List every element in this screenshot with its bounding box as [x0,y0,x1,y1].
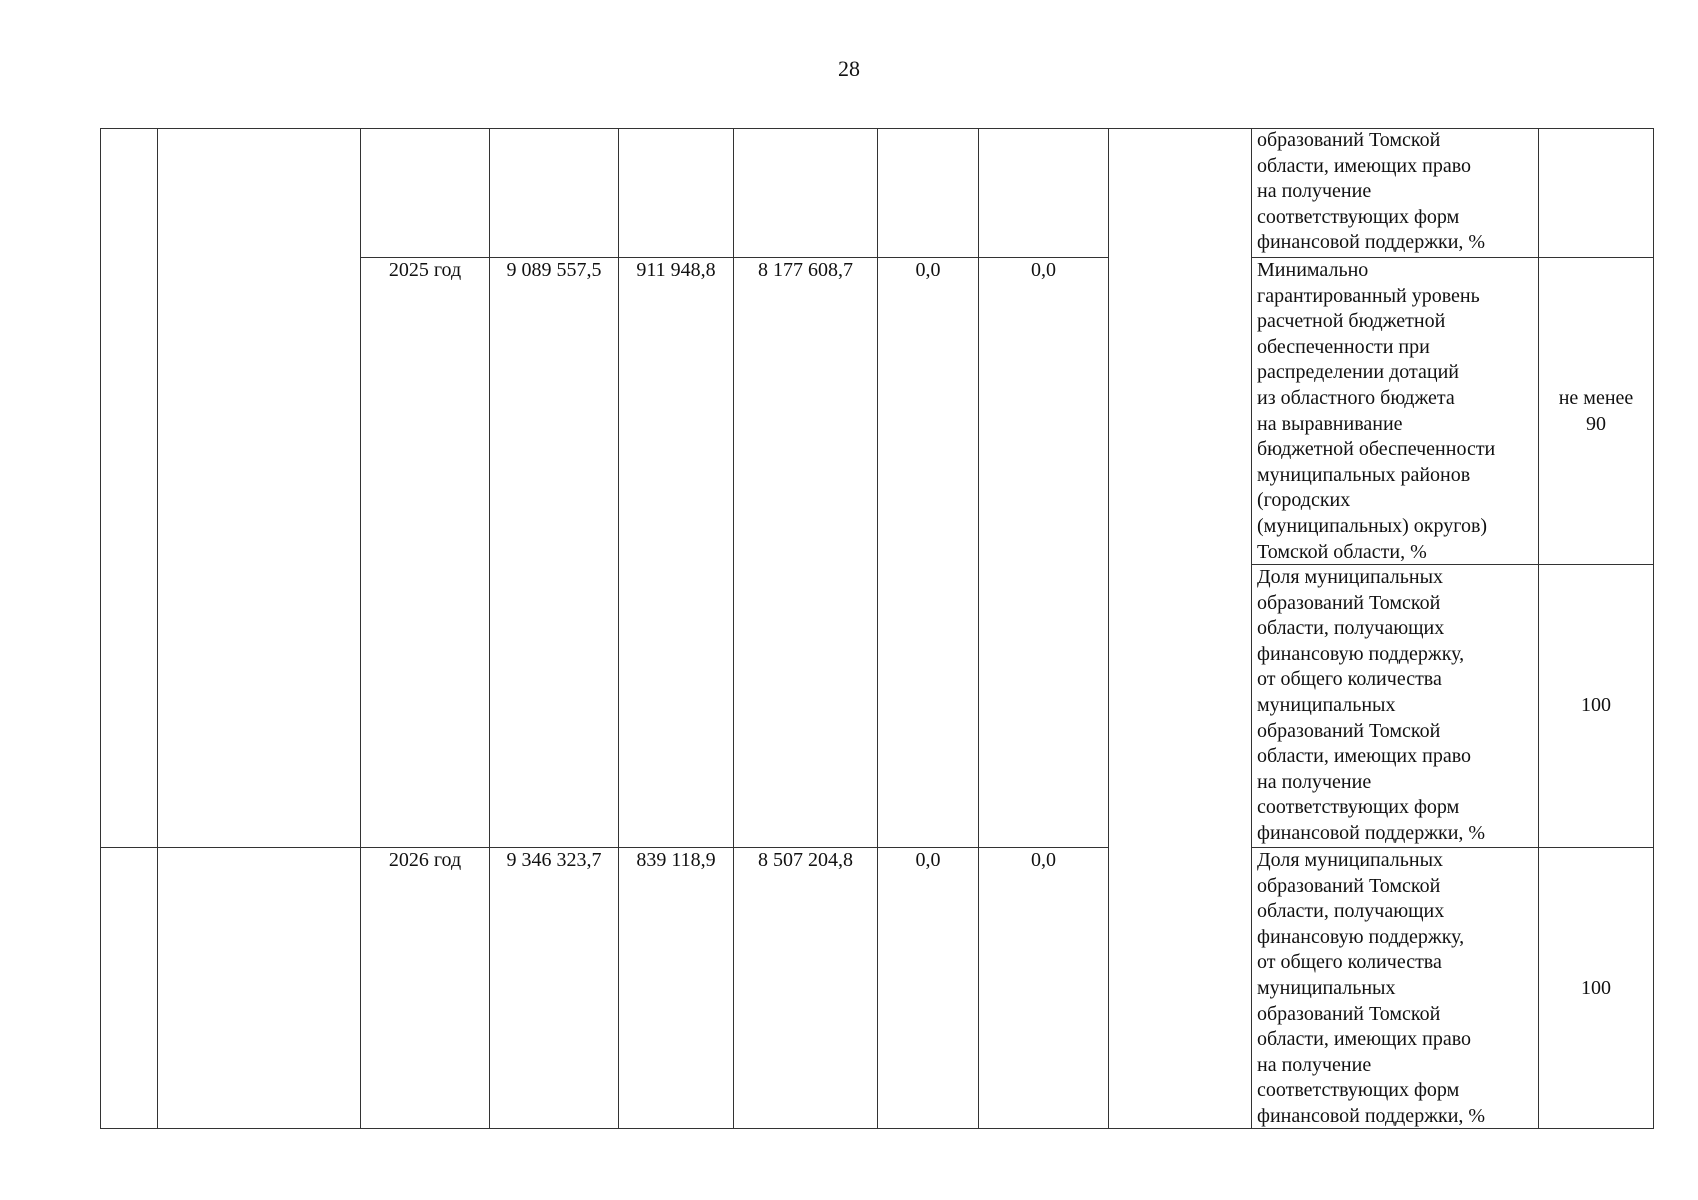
column-divider [1108,128,1109,1129]
regional-cell: 8 507 204,8 [758,849,853,871]
indicator-cell: Минимально гарантированный уровень расчетной бюджетной обеспеченности при распределении дотаций из областного бюджета на выравнивание бюджетной обеспеченности муниципальных районов (городских (муниципальных) округов) Томской области, % [1257,259,1496,563]
column-divider [1251,128,1252,1129]
local-cell: 0,0 [915,259,941,281]
target-value-cell: не менее 90 [1558,387,1634,435]
year-cell: 2026 год [388,849,462,871]
regional-cell: 8 177 608,7 [758,259,853,281]
financing-table [100,128,1654,1128]
total-cell: 9 346 323,7 [506,849,602,871]
indicator-cell: образований Томской области, имеющих право на получение соответствующих форм финансовой поддержки, % [1257,129,1486,254]
total-cell: 9 089 557,5 [506,259,602,281]
indicator-cell: Доля муниципальных образований Томской области, получающих финансовую поддержку, от общего количества муниципальных образований Томской области, имеющих право на получение соответствующих форм финансовой поддержки, % [1257,566,1486,844]
indicator-cell: Доля муниципальных образований Томской области, получающих финансовую поддержку, от общего количества муниципальных образований Томской области, имеющих право на получение соответствующих форм финансовой поддержки, % [1257,849,1486,1127]
table-border-left [100,128,101,1129]
federal-cell: 911 948,8 [636,259,716,281]
target-value-cell: 100 [1581,977,1611,999]
other-cell: 0,0 [1031,849,1056,871]
local-cell: 0,0 [915,849,941,871]
column-divider [157,128,158,1129]
year-cell: 2025 год [388,259,462,281]
other-cell: 0,0 [1031,259,1056,281]
target-value-cell: 100 [1581,694,1611,716]
federal-cell: 839 118,9 [636,849,716,871]
page-number: 28 [838,56,860,81]
table-border-right [1653,128,1654,1129]
